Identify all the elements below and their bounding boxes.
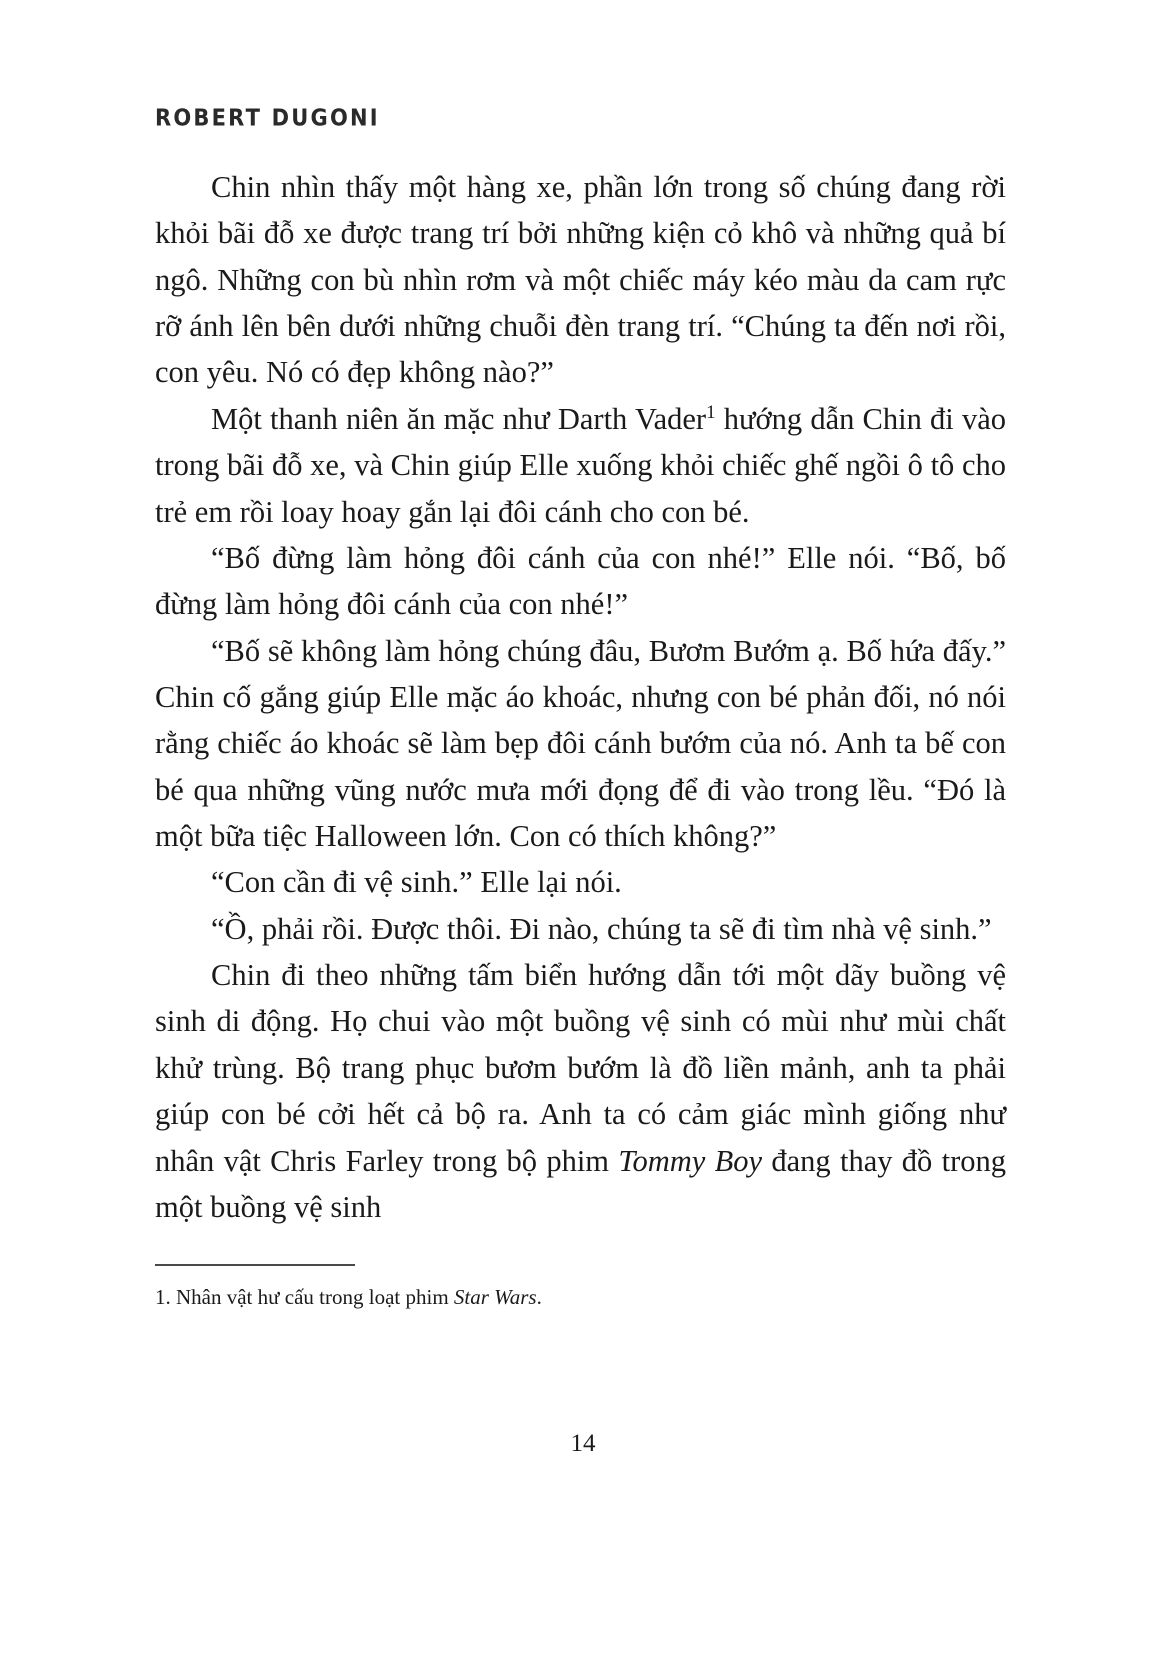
page-number: 14	[570, 1430, 596, 1457]
footnote-title: Star Wars	[453, 1284, 537, 1309]
footnote-text-before: Nhân vật hư cấu trong loạt phim	[176, 1284, 454, 1309]
footnote-divider	[155, 1264, 355, 1266]
footnote	[155, 1282, 1006, 1312]
paragraph: “Ồ, phải rồi. Được thôi. Đi nào, chúng ta sẽ đi tìm nhà vệ sinh.”	[211, 911, 992, 946]
paragraph: “Con cần đi vệ sinh.” Elle lại nói.	[211, 865, 622, 900]
paragraph-text-before: Chin đi theo những tấm biển hướng dẫn tới một dãy buồng vệ sinh di động. Họ chui vào một buồng vệ sinh có mùi như mùi chất khử trùng. Bộ trang phục bươm bướm là đồ liền mảnh, anh ta phải giúp con bé cởi hết cả bộ ra. Anh ta có cảm giác mình giống như nhân vật Chris Farley trong bộ phim	[155, 958, 1006, 1178]
paragraph-with-footnote	[155, 396, 1006, 535]
paragraph: “Bố đừng làm hỏng đôi cánh của con nhé!” Elle nói. “Bố, bố đừng làm hỏng đôi cánh của con nhé!”	[155, 540, 1006, 622]
body-text	[155, 164, 1006, 1230]
footnote-number: 1.	[155, 1284, 176, 1309]
paragraph-text-before: Một thanh niên ăn mặc như Darth Vader	[211, 401, 707, 436]
footnote-text-after: .	[536, 1284, 542, 1309]
film-title: Tommy Boy	[618, 1143, 763, 1178]
paragraph-text-after: hướng dẫn Chin đi vào trong bãi đỗ xe, và Chin giúp Elle xuống khỏi chiếc ghế ngồi ô tô cho trẻ em rồi loay hoay gắn lại đôi cánh cho con bé.	[155, 401, 1006, 529]
paragraph: “Bố sẽ không làm hỏng chúng đâu, Bươm Bướm ạ. Bố hứa đấy.” Chin cố gắng giúp Elle mặc áo khoác, nhưng con bé phản đối, nó nói rằng chiếc áo khoác sẽ làm bẹp đôi cánh bướm của nó. Anh ta bế con bé qua những vũng nước mưa mới đọng để đi vào trong lều. “Đó là một bữa tiệc Halloween lớn. Con có thích không?”	[155, 633, 1006, 854]
paragraph-with-title	[155, 952, 1006, 1230]
running-head: ROBERT DUGONI	[155, 104, 380, 131]
footnote-marker[interactable]: 1	[706, 401, 716, 423]
paragraph-text-after: đang thay đồ trong một buồng vệ sinh	[155, 1143, 1006, 1224]
paragraph: Chin nhìn thấy một hàng xe, phần lớn trong số chúng đang rời khỏi bãi đỗ xe được trang trí bởi những kiện cỏ khô và những quả bí ngô. Những con bù nhìn rơm và một chiếc máy kéo màu da cam rực rỡ ánh lên bên dưới những chuỗi đèn trang trí. “Chúng ta đến nơi rồi, con yêu. Nó có đẹp không nào?”	[155, 170, 1006, 390]
